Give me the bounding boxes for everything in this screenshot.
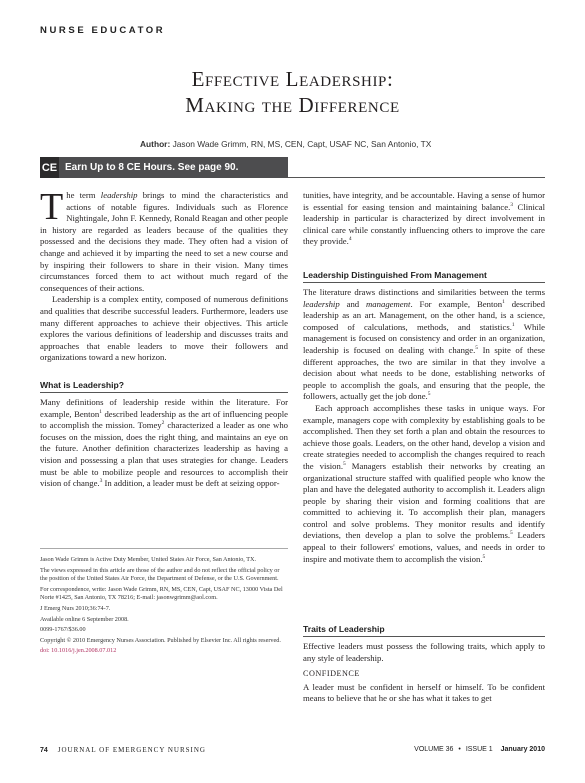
text-span: In spite of these different approaches, the two are similar in that they involve a decision about what needs to be done, establishing networks of people to accomplish the goals, and ensuring that the people, the followers, actually get the job done. (303, 344, 545, 402)
text-span: Each approach accomplishes these tasks in unique ways. For example, managers cope with complexity by establishing goals to be accomplished. Then they set forth a plan and obtain the resources to achieve those goals. Leaders, on the other hand, develop a vision and create strategies needed to accomplish the changes required to reach the vision. (303, 402, 545, 471)
citation: 3 (99, 478, 103, 485)
journal-name: JOURNAL OF EMERGENCY NURSING (57, 746, 206, 754)
text-span: characterized a leader as one who focuses on the mission, does the right thing, and maintains an eye on the future. Another definition characterizes leadership as having a vision and possessing a plan that uses strategies for change. Leaders must be able to mobilize people and resources to accomplish their vision of change. (40, 420, 289, 489)
text-span: Leaders appeal to their followers' emotions, values, and needs in order to inspire and motivate them to accomplish the vision. (303, 530, 545, 564)
text-span: brings to mind the characteristics and actions of notable figures. Individuals such as Florence Nightingale, John F. Kennedy, Ronald Reagan and other people in history are regarded as leaders because of the qualities they possessed and the decisions they made. They often had a vision of change and achieved it by imparting the need to set a new course and by inspiring their followers to share in their vision. Many times circumstances forced them to act without much regard of the consequences of their actions. (40, 190, 288, 293)
article-title (0, 66, 585, 118)
footer-left (40, 746, 206, 754)
subhead-rule (303, 636, 545, 637)
subhead-what-is-leadership: What is Leadership? (40, 380, 125, 390)
text-span: . For example, Benton (410, 298, 503, 309)
note: J Emerg Nurs 2010;36:74-7. (40, 604, 111, 612)
right-column-top (303, 190, 545, 248)
citation: 5 (427, 391, 431, 398)
citation: 1 (511, 321, 515, 328)
right-column-traits (303, 641, 545, 705)
subhead-rule (303, 282, 545, 283)
author-notes (40, 556, 288, 658)
note: Available online 6 September 2008. (40, 615, 129, 623)
author-text: Jason Wade Grimm, RN, MS, CEN, Capt, USAF NC, San Antonio, TX (172, 139, 432, 149)
citation: 1 (502, 298, 505, 305)
citation: 5 (510, 530, 513, 537)
emphasis: leadership (303, 298, 340, 309)
text-span: While management is focused on consistency and order in an organization, leadership is focused on dealing with change. (303, 321, 545, 355)
text-span: described leadership as the art of influencing people to accomplish the mission. Tomey (40, 408, 288, 431)
subhead-traits: Traits of Leadership (303, 624, 385, 634)
text-span: he term (66, 190, 101, 200)
subhead-confidence: CONFIDENCE (303, 669, 360, 679)
note: Jason Wade Grimm is Active Duty Member, United States Air Force, San Antonio, TX. (40, 556, 257, 563)
subhead-rule (40, 392, 288, 393)
paragraph: Effective leaders must possess the following traits, which apply to any style of leadership. (303, 641, 545, 663)
left-column-body (40, 397, 288, 490)
volume: VOLUME 36 (414, 746, 454, 753)
text-span: In addition, a leader must be deft at seizing oppor- (102, 478, 280, 489)
note: Copyright © 2010 Emergency Nurses Association. Published by Elsevier Inc. All rights reserved. (40, 636, 281, 644)
author-label: Author: (140, 139, 171, 149)
citation: 3 (510, 201, 513, 208)
citation: 5 (475, 345, 479, 352)
paragraph (303, 190, 545, 248)
ce-text: Earn Up to 8 CE Hours. See page 90. (65, 162, 239, 173)
text-span: Clinical leadership in particular is characterized by direct involvement in clinical care while constantly influencing others to improve the care they provide. (303, 201, 545, 247)
text-span: The literature draws distinctions and similarities between the terms (303, 287, 545, 297)
paragraph (303, 403, 545, 565)
paragraph: A leader must be confident in herself or himself. To be confident means to believe that he or she has what it takes to get (303, 681, 545, 704)
title-line-1: Effective Leadership: (191, 67, 394, 91)
doi-link[interactable]: doi: 10.1016/j.jen.2008.07.012 (40, 647, 117, 655)
drop-cap: T (40, 186, 64, 228)
text-span: and (339, 298, 367, 309)
intro-paragraph (40, 186, 288, 294)
citation: 2 (161, 420, 165, 427)
citation: 4 (348, 236, 352, 243)
citation: 5 (343, 461, 346, 468)
paragraph: Leadership is a complex entity, composed of numerous definitions and qualities that describe successful leaders. Furthermore, leaders use many different approaches to achieve their objectives. This article explores the various definitions of leadership and discusses traits and approaches that enable leaders to move their followers and organizations toward a new horizon. (40, 294, 288, 363)
subhead-leadership-vs-management: Leadership Distinguished From Management (303, 270, 487, 280)
emphasis: management (366, 298, 411, 309)
bullet: • (458, 746, 461, 753)
text-span: Many definitions of leadership reside within the literature. For example, Benton (40, 397, 288, 419)
citation: 5 (482, 553, 486, 560)
footnote-rule (40, 548, 288, 549)
ce-badge: CE (40, 157, 59, 178)
title-line-2: Making the Difference (185, 93, 400, 117)
left-column-intro (40, 186, 288, 364)
note: For correspondence, write: Jason Wade Grimm, RN, MS, CEN, Capt, USAF NC, 13000 Vista Del Norte #1425, San Antonio, TX 78216; E-mail: jasonwgrimm@aol.com. (40, 585, 283, 602)
footer-right (414, 746, 545, 753)
paragraph (40, 397, 288, 490)
right-column-body (303, 287, 545, 565)
emphasis: leadership (100, 190, 138, 200)
issue: ISSUE 1 (465, 746, 493, 753)
text-span: Managers establish their networks by creating an organizational structure staffed with qualified people who know the plan and have the delegated authority to accomplish it. Leaders align people by sharing their vision and forming coalitions that are committed to achieving it. To accomplish their plan, managers control and solve problems. They monitor results and identify deviations, then develop a plan to solve the problems. (303, 460, 545, 541)
issue-date: January 2010 (500, 746, 545, 753)
text-span: described leadership as an art. Management, on the other hand, is a science, composed of calculations, methods, and statistics. (303, 298, 545, 332)
citation: 1 (99, 408, 102, 415)
paragraph (303, 287, 545, 403)
text-span: tunities, have integrity, and be accountable. Having a sense of humor is essential for easing tension and maintaining balance. (303, 190, 545, 212)
section-label: NURSE EDUCATOR (40, 25, 166, 36)
ce-banner[interactable] (40, 157, 288, 178)
note: 0099-1767/$36.00 (40, 626, 86, 634)
ce-rule (288, 177, 545, 178)
page-number: 74 (40, 747, 48, 754)
note: The views expressed in this article are those of the author and do not reflect the official policy or the position of the United States Air Force, the Department of Defense, or the U.S. Government. (40, 566, 280, 583)
author-line (140, 139, 560, 149)
